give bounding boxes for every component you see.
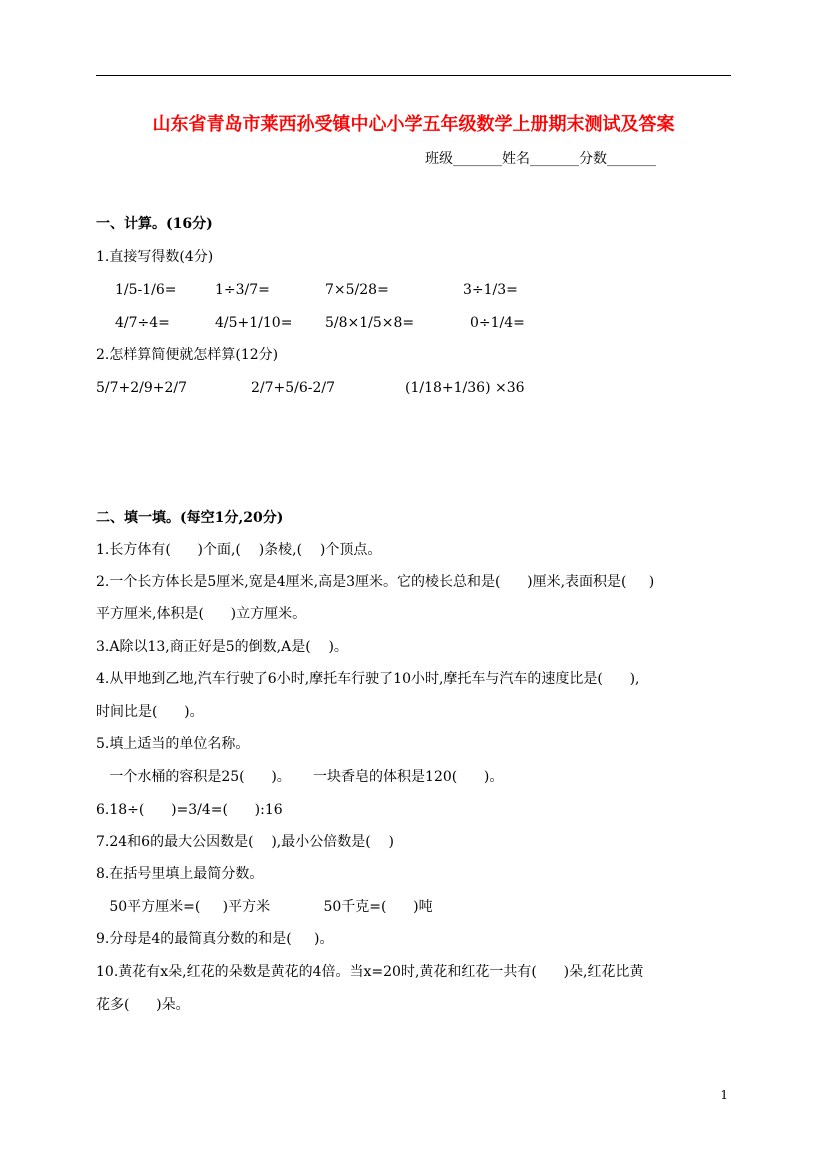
fill-line: 时间比是( )。	[96, 704, 204, 720]
fill-line: 一个水桶的容积是25( )。 一块香皂的体积是120( )。	[96, 769, 504, 785]
fill-line: 3.A除以13,商正好是5的倒数,A是( )。	[96, 639, 348, 655]
section2-heading: 二、填一填。(每空1分,20分)	[96, 510, 284, 526]
fill-line: 50平方厘米=( )平方米 50千克=( )吨	[96, 899, 433, 915]
calc-item: 5/8×1/5×8=	[325, 315, 415, 331]
student-info-line: 班级_______姓名_______分数_______	[425, 151, 656, 167]
fill-line: 6.18÷( )=3/4=( ):16	[96, 802, 283, 818]
simplify-item: 5/7+2/9+2/7	[96, 380, 188, 396]
simplify-item: (1/18+1/36) ×36	[405, 380, 525, 396]
calc-item: 1÷3/7=	[215, 282, 270, 298]
fill-line: 7.24和6的最大公因数是( ),最小公倍数是( )	[96, 834, 394, 850]
page-number: 1	[720, 1088, 728, 1102]
fill-line: 9.分母是4的最简真分数的和是( )。	[96, 931, 334, 947]
fill-line: 2.一个长方体长是5厘米,宽是4厘米,高是3厘米。它的棱长总和是( )厘米,表面积是( )	[96, 574, 655, 590]
calc-item: 4/7÷4=	[115, 315, 170, 331]
fill-line: 8.在括号里填上最简分数。	[96, 866, 264, 882]
calc-item: 3÷1/3=	[463, 282, 518, 298]
fill-line: 5.填上适当的单位名称。	[96, 736, 250, 752]
simplify-item: 2/7+5/6-2/7	[251, 380, 336, 396]
fill-line: 花多( )朵。	[96, 997, 190, 1013]
header-rule	[96, 75, 731, 76]
calc-item: 7×5/28=	[325, 282, 389, 298]
calc-item: 0÷1/4=	[470, 315, 525, 331]
q1-label: 1.直接写得数(4分)	[96, 249, 214, 265]
fill-line: 4.从甲地到乙地,汽车行驶了6小时,摩托车行驶了10小时,摩托车与汽车的速度比是( ),	[96, 671, 640, 687]
fill-line: 10.黄花有x朵,红花的朵数是黄花的4倍。当x=20时,黄花和红花一共有( )朵,红花比黄	[96, 964, 644, 980]
fill-line: 平方厘米,体积是( )立方厘米。	[96, 606, 307, 622]
section1-heading: 一、计算。(16分)	[96, 216, 213, 232]
calc-item: 4/5+1/10=	[215, 315, 293, 331]
calc-item: 1/5-1/6=	[115, 282, 177, 298]
fill-line: 1.长方体有( )个面,( )条棱,( )个顶点。	[96, 542, 382, 558]
q2-label: 2.怎样算简便就怎样算(12分)	[96, 347, 279, 363]
page-title: 山东省青岛市莱西孙受镇中心小学五年级数学上册期末测试及答案	[152, 114, 675, 135]
